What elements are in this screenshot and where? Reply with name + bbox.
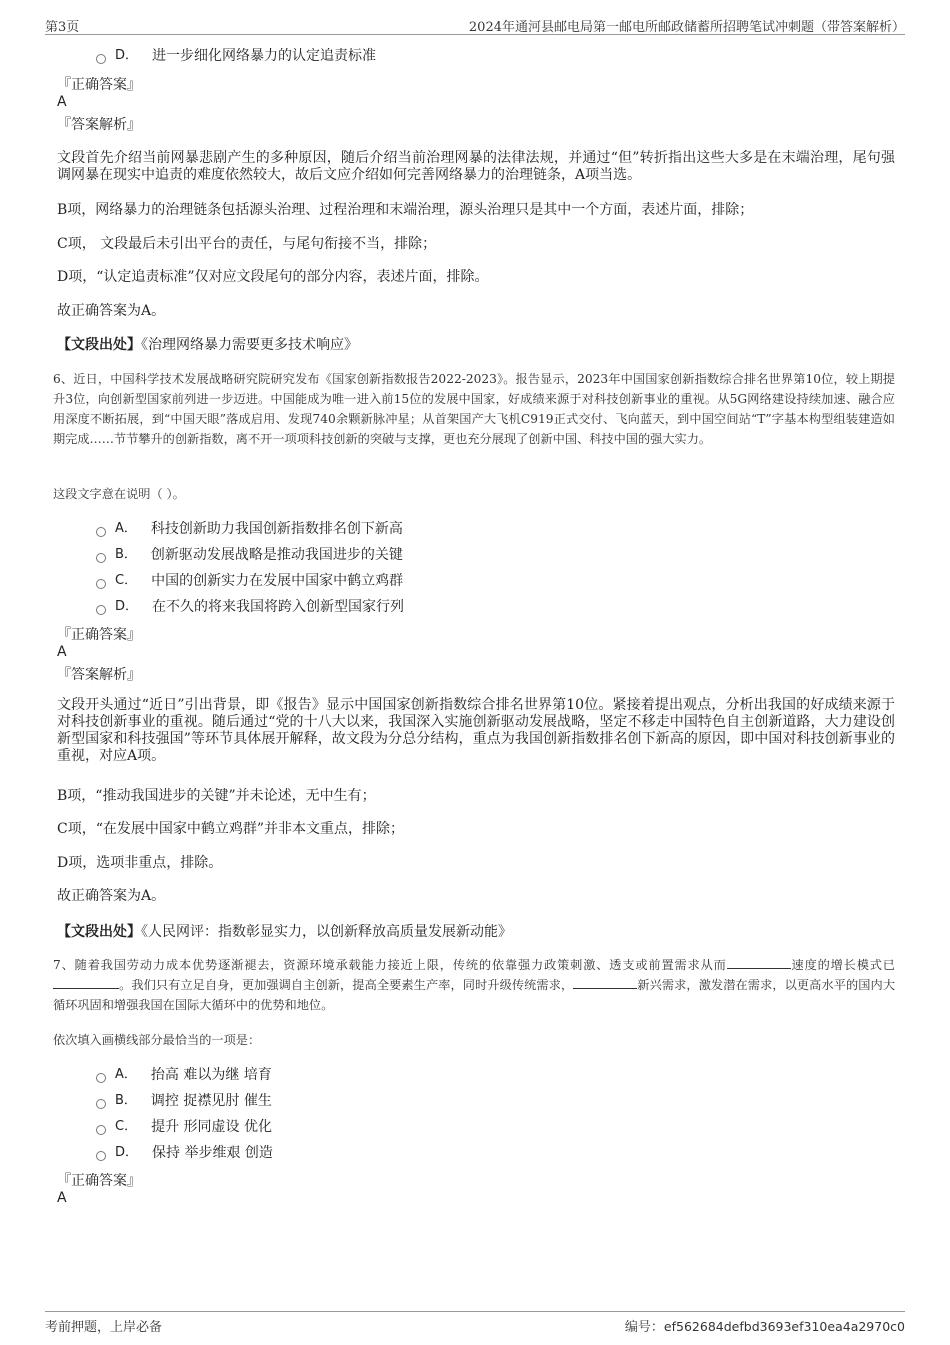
blank-1 — [727, 956, 791, 969]
q6-analysis-p2: B项，“推动我国进步的关键”并未论述，无中生有； — [57, 788, 376, 804]
q5-answer-label: 『正确答案』 — [57, 77, 141, 93]
q5-option-d[interactable]: D． 进一步细化网络暴力的认定追责标准 — [96, 46, 376, 66]
q5-source — [57, 334, 358, 354]
q7-answer-label: 『正确答案』 — [57, 1173, 141, 1189]
q6-source — [57, 921, 512, 941]
page-footer — [45, 1311, 905, 1334]
q7-option-b[interactable]: B． 调控 捉襟见肘 催生 — [96, 1091, 272, 1111]
footer-slogan: 考前押题，上岸必备 — [45, 1320, 163, 1335]
q6-analysis-p3: C项，“在发展中国家中鹤立鸡群”并非本文重点，排除； — [57, 821, 405, 837]
q6-analysis-label: 『答案解析』 — [57, 667, 141, 683]
q6-answer-label: 『正确答案』 — [57, 627, 141, 643]
q5-analysis-p5: 故正确答案为A。 — [57, 303, 166, 319]
source-label: 【文段出处】 — [57, 924, 141, 940]
q5-analysis-p1: 文段首先介绍当前网暴悲剧产生的多种原因，随后介绍当前治理网暴的法律法规，并通过“但”转折指出这些大多是在末端治理，尾句强调网暴在现实中追责的难度依然较大，故后文应介绍如何完善网络暴力的治理链条，A项当选。 — [57, 150, 895, 183]
radio-icon[interactable] — [96, 1125, 106, 1135]
q6-analysis-p1: 文段开头通过“近日”引出背景，即《报告》显示中国国家创新指数综合排名世界第10位。紧接着提出观点，分析出我国的好成绩来源于对科技创新事业的重视。随后通过“党的十八大以来，我国深入实施创新驱动发展战略，坚定不移走中国特色自主创新道路，大力建设创新型国家和科技强国”等环节具体展开解释，故文段为分总分结构，重点为我国创新指数排名创下新高的原因，即中国对科技创新事业的重视，对应A项。 — [57, 697, 895, 764]
q5-analysis-label: 『答案解析』 — [57, 117, 141, 133]
q6-analysis-p4: D项，选项非重点，排除。 — [57, 855, 223, 871]
q5-analysis-p3: C项， 文段最后未引出平台的责任，与尾句衔接不当，排除； — [57, 236, 437, 252]
radio-icon[interactable] — [96, 579, 106, 589]
page-header — [45, 14, 905, 35]
document-title: 2024年通河县邮电局第一邮电所邮政储蓄所招聘笔试冲刺题（带答案解析） — [468, 20, 905, 35]
q7-question: 依次填入画横线部分最恰当的一项是： — [53, 1033, 261, 1047]
q5-answer: A — [57, 94, 67, 110]
radio-icon[interactable] — [96, 605, 106, 615]
radio-icon[interactable] — [96, 553, 106, 563]
radio-icon[interactable] — [96, 1151, 106, 1161]
source-title: 《治理网络暴力需要更多技术响应》 — [141, 337, 358, 353]
q6-option-b[interactable]: B． 创新驱动发展战略是推动我国进步的关键 — [96, 545, 403, 565]
q7-option-d[interactable]: D． 保持 举步维艰 创造 — [96, 1143, 273, 1163]
q6-option-c[interactable]: C． 中国的创新实力在发展中国家中鹤立鸡群 — [96, 571, 403, 591]
q6-option-d[interactable]: D． 在不久的将来我国将跨入创新型国家行列 — [96, 597, 404, 617]
q6-analysis-p5: 故正确答案为A。 — [57, 888, 166, 904]
blank-3 — [573, 976, 637, 989]
q5-analysis-p2: B项，网络暴力的治理链条包括源头治理、过程治理和末端治理，源头治理只是其中一个方面，表述片面，排除； — [57, 202, 754, 218]
q7-option-a[interactable]: A． 抬高 难以为继 培育 — [96, 1065, 272, 1085]
q6-option-a[interactable]: A． 科技创新助力我国创新指数排名创下新高 — [96, 519, 403, 539]
q5-analysis-p4: D项，“认定追责标准”仅对应文段尾句的部分内容，表述片面，排除。 — [57, 269, 489, 285]
source-title: 《人民网评：指数彰显实力，以创新释放高质量发展新动能》 — [141, 924, 512, 940]
q6-answer: A — [57, 644, 67, 660]
document-code: 编号：ef562684defbd3693ef310ea4a2970c0 — [624, 1319, 905, 1335]
radio-icon[interactable] — [96, 54, 106, 64]
blank-2 — [53, 976, 119, 989]
radio-icon[interactable] — [96, 1073, 106, 1083]
q6-stem: 6、近日，中国科学技术发展战略研究院研究发布《国家创新指数报告2022-2023》。报告显示，2023年中国国家创新指数综合排名世界第10位，较上期提升3位，向创新型国家前列进一步迈进。中国能成为唯一进入前15位的发展中国家，好成绩来源于对科技创新事业的重视。从5G网络建设持续加速、融合应用深度不断拓展，到“中国天眼”落成启用、发现740余颗新脉冲星；从首架国产大飞机C919正式交付、飞向蓝天，到中国空间站“T”字基本构型组装建造如期完成……节节攀升的创新指数，离不开一项项科技创新的突破与支撑，更也充分展现了创新中国、科技中国的强大实力。 — [53, 372, 895, 446]
source-label: 【文段出处】 — [57, 337, 141, 353]
q7-answer: A — [57, 1190, 67, 1206]
radio-icon[interactable] — [96, 1099, 106, 1109]
q6-question: 这段文字意在说明（ ）。 — [53, 487, 185, 501]
q7-option-c[interactable]: C． 提升 形同虚设 优化 — [96, 1117, 272, 1137]
page-number: 第3页 — [45, 20, 80, 35]
q7-stem: 7、随着我国劳动力成本优势逐渐褪去，资源环境承载能力接近上限，传统的依靠强力政策刺激、透支或前置需求从而 速度的增长模式已。我们只有立足自身，更加强调自主创新，提高全要素生产率，同时升级传统需求， 新兴需求，激发潜在需求，以更高水平的国内大循环巩固和增强我国在国际大循环中的优势和地位。 — [53, 958, 896, 1012]
radio-icon[interactable] — [96, 527, 106, 537]
